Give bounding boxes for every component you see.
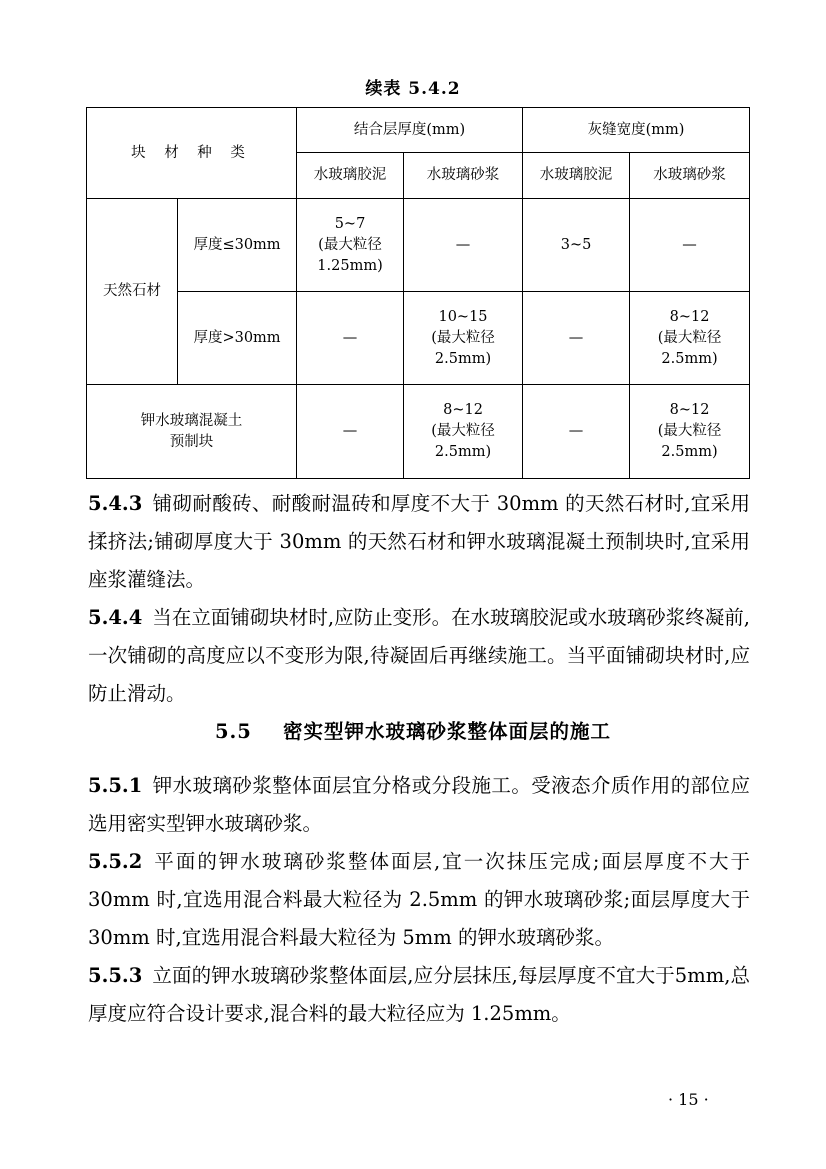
row2-joint-sand-size: 2.5mm) — [661, 350, 718, 367]
row2-joint-sand-note: (最大粒径 — [657, 329, 722, 346]
precast-bond-sand-range: 8~12 — [443, 402, 483, 418]
clause-text: 铺砌耐酸砖、耐酸耐温砖和厚度不大于 30mm 的天然石材时,宜采用揉挤法;铺砌厚度大于 30mm 的天然石材和钾水玻璃混凝土预制块时,宜采用座浆灌缝法。 — [88, 492, 750, 591]
clause-number: 5.4.3 — [88, 492, 143, 515]
clause-text: 平面的钾水玻璃砂浆整体面层,宜一次抹压完成;面层厚度不大于 30mm 时,宜选用混合料最大粒径为 2.5mm 的钾水玻璃砂浆;面层厚度大于 30mm 时,宜选用混合料最大粒径为 5mm 的钾水玻璃砂浆。 — [88, 850, 750, 949]
row2-joint-sand — [630, 292, 750, 385]
row2-bond-sand-range: 10~15 — [438, 308, 488, 325]
precast-joint-mortar: — — [523, 385, 630, 479]
clause-5-5-3 — [88, 957, 750, 1033]
section-title: 密实型钾水玻璃砂浆整体面层的施工 — [283, 720, 612, 743]
row2-joint-sand-range: 8~12 — [669, 308, 710, 325]
precast-joint-sand-size: 2.5mm) — [661, 444, 718, 460]
clauses-5-4 — [88, 485, 750, 713]
precast-bond-sand — [404, 385, 523, 479]
section-heading-5-5 — [0, 716, 826, 744]
clause-text: 立面的钾水玻璃砂浆整体面层,应分层抹压,每层厚度不宜大于5mm,总厚度应符合设计要求,混合料的最大粒径应为 1.25mm。 — [88, 964, 750, 1025]
table-title: 续表 5.4.2 — [365, 79, 461, 99]
natural-stone-label: 天然石材 — [87, 199, 178, 385]
row1-bond-mortar-note: (最大粒径 — [318, 236, 382, 253]
row-thickness-le-30-label: 厚度≤30mm — [178, 199, 297, 292]
subheader-bond-sodium-sand: 水玻璃砂浆 — [404, 153, 523, 199]
page-number: · 15 · — [668, 1090, 709, 1109]
clause-text: 当在立面铺砌块材时,应防止变形。在水玻璃胶泥或水玻璃砂浆终凝前,一次铺砌的高度应以不变形为限,待凝固后再继续施工。当平面铺砌块材时,应防止滑动。 — [88, 606, 750, 705]
precast-bond-mortar: — — [297, 385, 404, 479]
clause-number: 5.5.3 — [88, 964, 143, 987]
row2-joint-mortar: — — [523, 292, 630, 385]
clause-5-4-4 — [88, 599, 750, 713]
precast-bond-sand-note: (最大粒径 — [431, 423, 495, 439]
row2-bond-sand-note: (最大粒径 — [431, 329, 495, 346]
row1-joint-mortar: 3~5 — [523, 199, 630, 292]
precast-label-line1: 钾水玻璃混凝土 — [140, 412, 243, 429]
clause-5-5-1 — [88, 767, 750, 843]
row1-joint-sand: — — [630, 199, 750, 292]
section-number: 5.5 — [214, 720, 252, 743]
grout-spec-table — [86, 107, 750, 479]
subheader-bond-sodium-mortar: 水玻璃胶泥 — [297, 153, 404, 199]
clause-number: 5.4.4 — [88, 606, 143, 629]
header-block-category: 块 材 种 类 — [87, 108, 297, 199]
precast-bond-sand-size: 2.5mm) — [434, 444, 492, 460]
row1-bond-mortar-size: 1.25mm) — [317, 257, 383, 274]
precast-joint-sand-range: 8~12 — [669, 402, 710, 418]
precast-joint-sand — [630, 385, 750, 479]
row2-bond-mortar: — — [297, 292, 404, 385]
row1-bond-mortar — [297, 199, 404, 292]
row-thickness-gt-30-label: 厚度>30mm — [178, 292, 297, 385]
clause-number: 5.5.2 — [88, 850, 143, 873]
header-joint-width: 灰缝宽度(mm) — [523, 108, 750, 153]
row2-bond-sand-size: 2.5mm) — [434, 350, 492, 367]
row1-bond-mortar-range: 5~7 — [334, 215, 366, 232]
clause-text: 钾水玻璃砂浆整体面层宜分格或分段施工。受液态介质作用的部位应选用密实型钾水玻璃砂浆。 — [88, 774, 750, 835]
precast-joint-sand-note: (最大粒径 — [657, 423, 722, 439]
subheader-joint-sodium-mortar: 水玻璃胶泥 — [523, 153, 630, 199]
clauses-5-5 — [88, 767, 750, 1033]
header-bond-thickness: 结合层厚度(mm) — [297, 108, 523, 153]
subheader-joint-sodium-sand: 水玻璃砂浆 — [630, 153, 750, 199]
row1-bond-sand: — — [404, 199, 523, 292]
row2-bond-sand — [404, 292, 523, 385]
precast-block-label — [87, 385, 297, 479]
clause-5-5-2 — [88, 843, 750, 957]
precast-label-line2: 预制块 — [169, 433, 214, 450]
clause-number: 5.5.1 — [88, 774, 143, 797]
clause-5-4-3 — [88, 485, 750, 599]
